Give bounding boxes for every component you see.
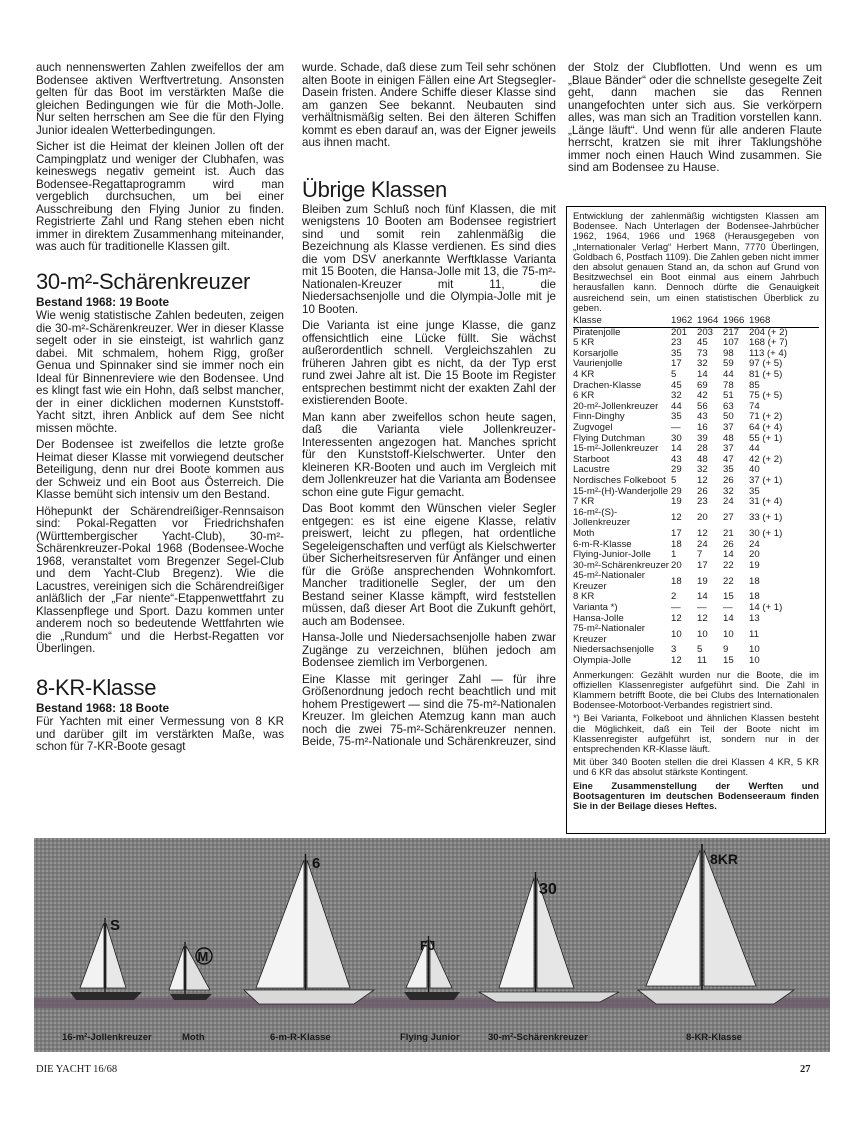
class-name-cell: 15-m²-Jollenkreuzer bbox=[573, 443, 659, 455]
count-cell: 37 bbox=[723, 421, 734, 433]
count-cell: 14 bbox=[671, 443, 682, 455]
count-cell: — bbox=[671, 602, 681, 614]
count-cell: 14 bbox=[723, 549, 734, 561]
count-cell: 26 bbox=[697, 485, 708, 497]
paragraph: auch nennenswerten Zahlen zweifellos der am Bodensee aktiven Werftvertretung. Ansonsten gelten für das Boot im verstärkten Maße die gleichen Bedingungen wie für die Moth-Jolle. Nur selten herrschen am See die für den Flying Junior idealen Wetterbedingungen. bbox=[36, 61, 284, 137]
count-cell: 29 bbox=[671, 464, 682, 476]
table-row bbox=[573, 656, 819, 667]
count-cell: 48 bbox=[723, 432, 734, 444]
paragraph: Das Boot kommt den Wünschen vieler Segler entgegen: es ist eine eigene Klasse, relativ preiswert, leicht zu pflegen, hat ordentliche Segeleigenschaften und verfügt als Kielschwerter über Sicherheitsreserven für Anfänger und einen für die Größe ansprechenden Wohnkomfort. Mancher traditionelle Segler, der um den Bestand seiner Klasse kämpft, wird feststellen müssen, daß dieser Art Boot die Zukunft gehört, auch am Bodensee. bbox=[302, 502, 556, 628]
count-cell: 35 bbox=[671, 411, 682, 423]
class-name-cell: 5 KR bbox=[573, 337, 595, 349]
count-cell: 18 bbox=[749, 591, 760, 603]
count-cell: 29 bbox=[671, 485, 682, 497]
count-cell: 19 bbox=[697, 575, 708, 587]
count-cell: 37 (+ 1) bbox=[749, 474, 783, 486]
illustration-caption: Flying Junior bbox=[400, 1032, 460, 1043]
count-cell: 74 bbox=[749, 400, 760, 412]
table-header-row bbox=[573, 316, 819, 327]
table-row bbox=[573, 476, 819, 487]
column-header: 1964 bbox=[697, 316, 723, 327]
count-cell: 32 bbox=[671, 390, 682, 402]
count-cell: 27 bbox=[723, 512, 734, 524]
count-cell: 12 bbox=[697, 474, 708, 486]
count-cell: 7 bbox=[697, 549, 703, 561]
count-cell: 75 (+ 5) bbox=[749, 390, 783, 402]
class-name-cell: 15-m²-(H)-Wanderjolle bbox=[573, 485, 669, 497]
class-name-cell: Piratenjolle bbox=[573, 326, 621, 338]
paragraph: Sicher ist die Heimat der kleinen Jollen oft der Campingplatz und weniger der Clubhafen, was keineswegs negativ gemeint ist. Auch das Bodensee-Regattaprogramm wird man vergeblich durchsuchen, um bei einer Ausschreibung den Flying Junior zu finden. Registrierte Zahl und Rang stehen eben nicht immer in direktem Zusammenhang miteinander, was auch für traditionelle Klassen gilt. bbox=[36, 140, 284, 253]
text-column-2 bbox=[302, 62, 556, 753]
count-cell: 32 bbox=[697, 358, 708, 370]
paragraph: Eine Klasse mit geringer Zahl — für ihre Größenordnung jedoch recht beachtlich und mit hohem Prestigewert — sind die 75-m²-Nationalen Kreuzer. Im gleichen Atemzug kann man auch noch die zwei 75-m²-Schärenkreuzer nennen. Beide, 75-m²-Nationale und Schärenkreuzer, sind bbox=[302, 672, 556, 748]
count-cell: 39 bbox=[697, 432, 708, 444]
count-cell: 168 (+ 7) bbox=[749, 337, 788, 349]
table-row bbox=[573, 423, 819, 434]
count-cell: 10 bbox=[723, 628, 734, 640]
class-name-cell: 16-m²-(S)-Jollenkreuzer bbox=[573, 506, 631, 529]
box-note: Anmerkungen: Gezählt wurden nur die Boote, die im offiziellen Klassenregister aufgeführt sind. Die Zahl in Klammern betrifft Boote, die bei Clubs des Internationalen Bodensee-Motorboot-Verbandes registriert sind. bbox=[573, 668, 819, 711]
class-name-cell: Drachen-Klasse bbox=[573, 379, 642, 391]
class-name-cell: 30-m²-Schärenkreuzer bbox=[573, 559, 669, 571]
class-name-cell: Lacustre bbox=[573, 464, 610, 476]
count-cell: 32 bbox=[697, 464, 708, 476]
count-cell: 56 bbox=[697, 400, 708, 412]
count-cell: 22 bbox=[723, 559, 734, 571]
column-header: 1962 bbox=[671, 316, 697, 327]
count-cell: 28 bbox=[697, 443, 708, 455]
count-cell: 44 bbox=[723, 369, 734, 380]
count-cell: 20 bbox=[749, 549, 760, 561]
column-header: 1966 bbox=[723, 316, 749, 327]
count-cell: 11 bbox=[749, 628, 759, 640]
paragraph: Für Yachten mit einer Vermessung von 8 KR und darüber gilt im verstärkten Maße, was schon für 7-KR-Boote gesagt bbox=[36, 715, 284, 753]
class-name-cell: Nordisches Folkeboot bbox=[573, 474, 666, 486]
count-cell: 35 bbox=[671, 347, 682, 359]
count-cell: 59 bbox=[723, 358, 734, 370]
count-cell: 55 (+ 1) bbox=[749, 432, 783, 444]
count-cell: 31 (+ 4) bbox=[749, 496, 783, 508]
count-cell: 17 bbox=[671, 358, 682, 370]
count-cell: 50 bbox=[723, 411, 734, 423]
table-row bbox=[573, 359, 819, 370]
count-cell: 12 bbox=[671, 655, 682, 667]
sail-letter: 6 bbox=[312, 855, 321, 872]
illustration-caption: Moth bbox=[182, 1032, 205, 1043]
table-row bbox=[573, 624, 819, 645]
count-cell: 26 bbox=[723, 474, 734, 486]
count-cell: 107 bbox=[723, 337, 740, 349]
count-cell: 42 bbox=[697, 390, 708, 402]
illustration-caption: 30-m²-Schärenkreuzer bbox=[488, 1032, 588, 1043]
box-note: *) Bei Varianta, Folkeboot und ähnlichen Klassen besteht die Möglichkeit, daß ein Teil der Boote nicht im Klassenregister aufgeführt ist, sondern nur in der entsprechenden KR-Klasse läuft. bbox=[573, 712, 819, 755]
class-name-cell: Hansa-Jolle bbox=[573, 612, 624, 624]
count-cell: 11 bbox=[697, 655, 707, 667]
box-intro: Entwicklung der zahlenmäßig wichtigsten Klassen am Bodensee. Nach Unterlagen der Bodensee-Jahrbücher 1962, 1964, 1966 und 1968 (Herausgegeben von „Internationaler Verlag“ Herbert Mann, 7770 Überlingen, Goldbach 6, Postfach 1109). Die Zahlen geben nicht immer den absolut genauen Stand an, da schon auf Grund von Besitzwechsel ein Boot einmal aus einem Jahrbuch herausfallen kann. Dennoch dürfte die Genauigkeit ausreichend sein, um einen statistischen Überblick zu geben. bbox=[573, 210, 819, 313]
class-name-cell: 20-m²-Jollenkreuzer bbox=[573, 400, 659, 412]
count-cell: 37 bbox=[723, 443, 734, 455]
count-cell: 12 bbox=[697, 527, 708, 539]
count-cell: 14 bbox=[697, 369, 708, 380]
class-name-cell: Varianta *) bbox=[573, 602, 618, 614]
count-cell: — bbox=[697, 602, 707, 614]
count-cell: 45 bbox=[697, 337, 708, 349]
sail-letter: 8KR bbox=[710, 851, 739, 867]
sail-letter: S bbox=[110, 917, 121, 934]
count-cell: 26 bbox=[723, 538, 734, 550]
count-cell: 5 bbox=[697, 644, 703, 656]
count-cell: 47 bbox=[723, 453, 734, 465]
table-row bbox=[573, 370, 819, 381]
count-cell: 5 bbox=[671, 369, 677, 380]
illustration-caption: 6-m-R-Klasse bbox=[270, 1032, 331, 1043]
section-subheading: Bestand 1968: 19 Boote bbox=[36, 294, 170, 309]
count-cell: 44 bbox=[749, 443, 760, 455]
class-name-cell: 6 KR bbox=[573, 390, 595, 402]
count-cell: 35 bbox=[749, 485, 760, 497]
section-subheading: Bestand 1968: 18 Boote bbox=[36, 700, 170, 715]
count-cell: 17 bbox=[671, 527, 682, 539]
section-heading-schaerenkreuzer: 30-m²-Schärenkreuzer bbox=[36, 268, 251, 294]
statistics-box bbox=[566, 206, 826, 834]
count-cell: 14 bbox=[723, 612, 734, 624]
count-cell: 10 bbox=[697, 628, 708, 640]
class-name-cell: Olympia-Jolle bbox=[573, 655, 632, 667]
box-note: Mit über 340 Booten stellen die drei Klassen 4 KR, 5 KR und 6 KR das absolut stärkste Kontingent. bbox=[573, 756, 819, 778]
class-name-cell: 8 KR bbox=[573, 591, 595, 603]
count-cell: 44 bbox=[671, 400, 682, 412]
class-name-cell: 7 KR bbox=[573, 496, 595, 508]
count-cell: 217 bbox=[723, 326, 740, 338]
count-cell: 20 bbox=[671, 559, 682, 571]
count-cell: 24 bbox=[697, 538, 708, 550]
illustration-caption: 8-KR-Klasse bbox=[686, 1032, 742, 1043]
count-cell: 10 bbox=[749, 644, 760, 656]
count-cell: 23 bbox=[697, 496, 708, 508]
table-row bbox=[573, 487, 819, 498]
class-name-cell: 4 KR bbox=[573, 369, 595, 380]
count-cell: 63 bbox=[723, 400, 734, 412]
box-note-bold: Eine Zusammenstellung der Werften und Bootsagenturen im deutschen Bodenseeraum finden Sie in der Beilage dieses Heftes. bbox=[573, 779, 819, 812]
count-cell: 30 bbox=[671, 432, 682, 444]
count-cell: 201 bbox=[671, 326, 688, 338]
count-cell: 12 bbox=[697, 612, 708, 624]
illustration-caption: 16-m²-Jollenkreuzer bbox=[62, 1032, 152, 1043]
count-cell: 9 bbox=[723, 644, 729, 656]
count-cell: 43 bbox=[671, 453, 682, 465]
boat-class-illustration bbox=[34, 838, 830, 1052]
count-cell: 19 bbox=[749, 559, 760, 571]
class-name-cell: Vaurienjolle bbox=[573, 358, 623, 370]
count-cell: 113 (+ 4) bbox=[749, 347, 787, 359]
count-cell: 23 bbox=[671, 337, 682, 349]
count-cell: 13 bbox=[749, 612, 760, 624]
class-name-cell: 75-m²-Nationaler Kreuzer bbox=[573, 623, 645, 645]
count-cell: 203 bbox=[697, 326, 714, 338]
count-cell: 22 bbox=[723, 575, 734, 587]
paragraph: Bleiben zum Schluß noch fünf Klassen, die mit wenigstens 10 Booten am Bodensee registriert sind und somit rein zahlenmäßig die Bezeichnung als Klasse verdienen. Es sind dies die vom DSV anerkannte Werftklasse Varianta mit 15 Booten, die Hansa-Jolle mit 13, die 75-m²-Nationalen-Kreuzer mit 11, die Niedersachsenjolle und die Olympia-Jolle mit je 10 Booten. bbox=[302, 202, 556, 316]
count-cell: 42 (+ 2) bbox=[749, 453, 783, 465]
count-cell: 20 bbox=[697, 512, 708, 524]
text-column-3 bbox=[568, 62, 822, 179]
count-cell: — bbox=[723, 602, 733, 614]
paragraph: Die Varianta ist eine junge Klasse, die ganz offensichtlich eine Lücke füllt. Sie wächst außerordentlich schnell. Vergleichszahlen zu früheren Jahren gibt es nicht, da der Typ erst rund zwei Jahre alt ist. Die 15 Boote im Register entsprechen bestimmt nicht der exakten Zahl der existierenden Boote. bbox=[302, 319, 556, 407]
count-cell: 48 bbox=[697, 453, 708, 465]
count-cell: 45 bbox=[671, 379, 682, 391]
count-cell: 40 bbox=[749, 464, 760, 476]
count-cell: 15 bbox=[723, 591, 734, 603]
table-row bbox=[573, 508, 819, 529]
column-header: 1968 bbox=[749, 316, 819, 327]
count-cell: 24 bbox=[723, 496, 734, 508]
count-cell: 17 bbox=[697, 559, 708, 571]
sail-letter: FJ bbox=[420, 938, 436, 953]
table-row bbox=[573, 529, 819, 540]
count-cell: 30 (+ 1) bbox=[749, 527, 783, 539]
count-cell: 15 bbox=[723, 655, 734, 667]
table-body bbox=[573, 327, 819, 667]
count-cell: 1 bbox=[671, 549, 677, 561]
count-cell: 19 bbox=[671, 496, 682, 508]
count-cell: 12 bbox=[671, 512, 682, 524]
table-row bbox=[573, 455, 819, 466]
count-cell: 32 bbox=[723, 485, 734, 497]
count-cell: 18 bbox=[749, 575, 760, 587]
count-cell: 16 bbox=[697, 421, 708, 433]
class-name-cell: Flying-Junior-Jolle bbox=[573, 549, 651, 561]
paragraph: der Stolz der Clubflotten. Und wenn es um „Blaue Bänder“ oder die schnellste gesegelte Zeit geht, dann machen sie das Rennen unangefochten unter sich aus. Sie verkörpern alles, was man sich an Tradition vorstellen kann. „Länge läuft“. Und wenn für alle anderen Flaute herrscht, kratzen sie mit ihrer Taklungshöhe immer noch einen Hauch Wind zusammen. Sie sind am Bodensee zu Hause. bbox=[568, 61, 822, 174]
count-cell: 33 (+ 1) bbox=[749, 512, 783, 524]
count-cell: 12 bbox=[671, 612, 682, 624]
section-heading-uebrige: Übrige Klassen bbox=[302, 176, 447, 202]
count-cell: 18 bbox=[671, 575, 682, 587]
class-name-cell: 6-m-R-Klasse bbox=[573, 538, 632, 550]
count-cell: 81 (+ 5) bbox=[749, 369, 783, 380]
column-header: Klasse bbox=[573, 316, 671, 327]
count-cell: 3 bbox=[671, 644, 677, 656]
text-column-1 bbox=[36, 62, 284, 758]
table-row bbox=[573, 381, 819, 392]
paragraph: Der Bodensee ist zweifellos die letzte große Heimat dieser Klasse mit vorwiegend deutscher Beteiligung, denn nur drei Boote kommen aus der Schweiz und ein Boot aus Österreich. Die Klasse bemüht sich intensiv um den Bestand. bbox=[36, 438, 284, 501]
class-name-cell: Starboot bbox=[573, 453, 610, 465]
count-cell: 5 bbox=[671, 474, 677, 486]
count-cell: 18 bbox=[671, 538, 682, 550]
paragraph: Höhepunkt der Schärendreißiger-Rennsaison sind: Pokal-Regatten vor Friedrichshafen (Württembergischer Yacht-Club), 30-m²-Schärenkreuzer-Pokal 1968 (Bodensee-Woche 1968, veranstaltet vom Bregenzer Segel-Club und dem Yacht-Club Bregenz). Wie die Lacustres, vereinigen sich die Schärendreißiger anläßlich der „Far niente“-Etappenwettfahrt zu Klassenpflege und Sport. Dazu kommen unter anderem noch so bedeutende Wettfahrten wie die „Rundum“ und die Herbst-Regatten vor Überlingen. bbox=[36, 504, 284, 655]
sail-letter: M bbox=[197, 949, 209, 964]
count-cell: 21 bbox=[723, 527, 734, 539]
count-cell: 10 bbox=[749, 655, 760, 667]
count-cell: 85 bbox=[749, 379, 760, 391]
table-row bbox=[573, 571, 819, 592]
count-cell: 2 bbox=[671, 591, 677, 603]
count-cell: — bbox=[671, 421, 681, 433]
boat-silhouettes bbox=[34, 838, 830, 1052]
paragraph: Hansa-Jolle und Niedersachsenjolle haben zwar Zugänge zu verzeichnen, blühen jedoch am Bodensee ziemlich im Verborgenen. bbox=[302, 631, 556, 669]
count-cell: 204 (+ 2) bbox=[749, 326, 788, 338]
section-heading-8kr: 8-KR-Klasse bbox=[36, 674, 157, 700]
page-number: 27 bbox=[800, 1064, 811, 1075]
count-cell: 73 bbox=[697, 347, 708, 359]
count-cell: 78 bbox=[723, 379, 734, 391]
class-name-cell: Korsarjolle bbox=[573, 347, 619, 359]
count-cell: 64 (+ 4) bbox=[749, 421, 783, 433]
count-cell: 24 bbox=[749, 538, 760, 550]
paragraph: wurde. Schade, daß diese zum Teil sehr schönen alten Boote in einigen Fällen eine Art Stegsegler-Dasein fristen. Andere Schiffe dieser Klasse sind am ganzen See bekannt. Neubauten sind verhältnismäßig selten. Bei den älteren Schiffen kommt es eben darauf an, was der Eigner jeweils aus ihnen macht. bbox=[302, 61, 556, 149]
count-cell: 10 bbox=[671, 628, 682, 640]
count-cell: 14 (+ 1) bbox=[749, 602, 783, 614]
paragraph: Wie wenig statistische Zahlen bedeuten, zeigen die 30-m²-Schärenkreuzer. Wer in dieser Klasse segelt oder in sie einsteigt, ist wahrlich ganz dabei. Mit schmalem, hohem Rigg, großer Genua und Spinnaker sind sie immer noch ein Ideal für Binnenreviere wie den Bodensee. Und es klingt fast wie ein Hohn, daß selbst mancher, der in einer dicklichen modernen Kunststoff-Yacht sitzt, ihren Anblick auf dem See nicht missen möchte. bbox=[36, 309, 284, 435]
count-cell: 97 (+ 5) bbox=[749, 358, 783, 370]
paragraph: Man kann aber zweifellos schon heute sagen, daß die Varianta viele Jollenkreuzer-Interessenten angezogen hat. Manches spricht für den Kunststoff-Kielschwerter. Unter den kleineren KR-Booten und auch im Vergleich mit dem Jollenkreuzer hat die Varianta am Bodensee schon eine gute Figur gemacht. bbox=[302, 410, 556, 499]
count-cell: 14 bbox=[697, 591, 708, 603]
class-name-cell: Finn-Dinghy bbox=[573, 411, 625, 423]
class-name-cell: Moth bbox=[573, 527, 595, 539]
class-name-cell: Niedersachsenjolle bbox=[573, 644, 655, 656]
count-cell: 69 bbox=[697, 379, 708, 391]
class-name-cell: 45-m²-Nationaler Kreuzer bbox=[573, 570, 645, 592]
table-row bbox=[573, 444, 819, 455]
sail-letter: 30 bbox=[539, 881, 557, 898]
count-cell: 71 (+ 2) bbox=[749, 411, 783, 423]
class-name-cell: Zugvogel bbox=[573, 421, 613, 433]
count-cell: 98 bbox=[723, 347, 734, 359]
class-name-cell: Flying Dutchman bbox=[573, 432, 645, 444]
count-cell: 35 bbox=[723, 464, 734, 476]
count-cell: 51 bbox=[723, 390, 734, 402]
count-cell: 43 bbox=[697, 411, 708, 423]
class-statistics-table bbox=[573, 316, 819, 667]
footer-magazine: DIE YACHT 16/68 bbox=[36, 1064, 118, 1075]
